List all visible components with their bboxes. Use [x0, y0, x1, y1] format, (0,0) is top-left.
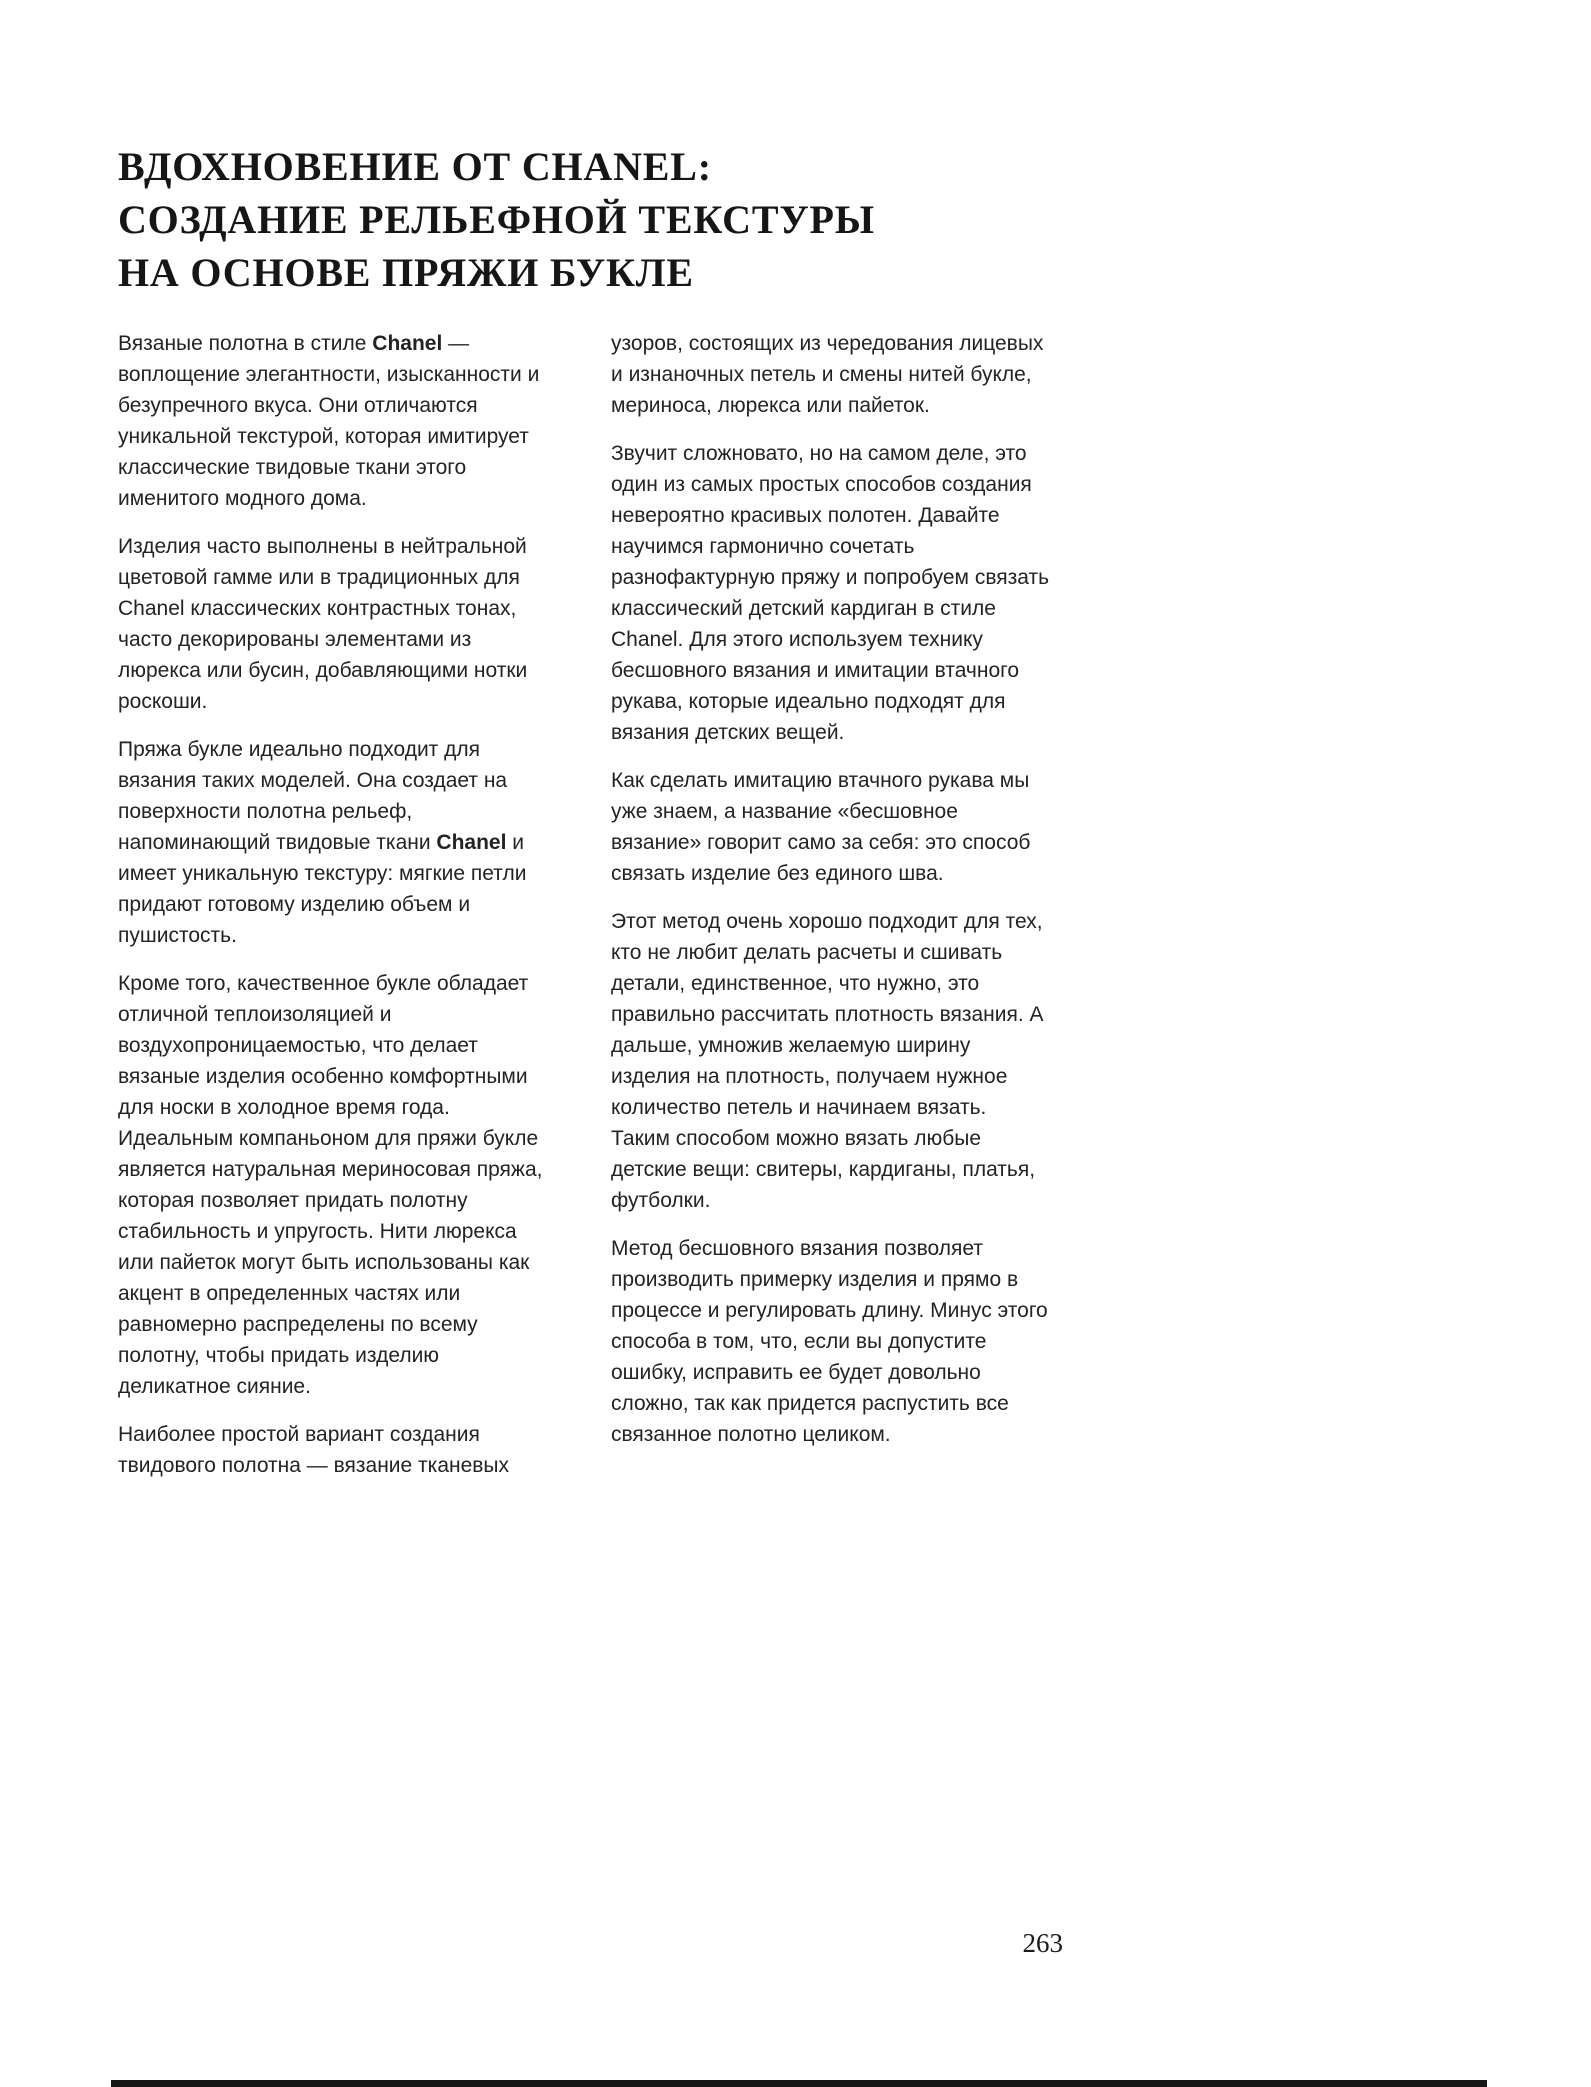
paragraph [118, 1419, 557, 1481]
page-title [118, 140, 875, 299]
text-run: Изделия часто выполнены в нейтральной цветовой гамме или в традиционных для Chanel классических контрастных тонах, часто декорированы элементами из люрекса или бусин, добавляющими нотки роскоши. [118, 535, 528, 713]
paragraph [118, 968, 557, 1402]
text-run: и имеет уникальную текстуру: мягкие петли придают готовому изделию объем и пушистость. [118, 831, 527, 947]
text-run: узоров, состоящих из чередования лицевых и изнаночных петель и смены нитей букле, мериноса, люрекса или пайеток. [611, 332, 1044, 417]
text-run: Пряжа букле идеально подходит для вязания таких моделей. Она создает на поверхности полотна рельеф, напоминающий твидовые ткани [118, 738, 508, 854]
paragraph [611, 1233, 1050, 1450]
column-right [611, 328, 1050, 1498]
text-run: Метод бесшовного вязания позволяет производить примерку изделия и прямо в процессе и регулировать длину. Минус этого способа в том, что, если вы допустите ошибку, исправить ее будет довольно сложно, так как придется распустить все связанное полотно целиком. [611, 1237, 1048, 1446]
paragraph [611, 438, 1050, 748]
paragraph [118, 734, 557, 951]
paragraph [611, 906, 1050, 1216]
text-run: Звучит сложновато, но на самом деле, это один из самых простых способов создания невероятно красивых полотен. Давайте научимся гармонично сочетать разнофактурную пряжу и попробуем связать классический детский кардиган в стиле Chanel. Для этого используем технику бесшовного вязания и имитации втачного рукава, которые идеально подходят для вязания детских вещей. [611, 442, 1050, 744]
page-title-line-3: НА ОСНОВЕ ПРЯЖИ БУКЛЕ [118, 250, 694, 295]
page-title-line-2: СОЗДАНИЕ РЕЛЬЕФНОЙ ТЕКСТУРЫ [118, 197, 875, 242]
text-run: Вязаные полотна в стиле [118, 332, 373, 355]
text-run: Этот метод очень хорошо подходит для тех, кто не любит делать расчеты и сшивать детали, единственное, что нужно, это правильно рассчитать плотность вязания. А дальше, умножив желаемую ширину изделия на плотность, получаем нужное количество петель и начинаем вязать. Таким способом можно вязать любые детские вещи: свитеры, кардиганы, платья, футболки. [611, 910, 1044, 1212]
bold-text-run: Chanel [372, 332, 443, 355]
text-run: Наиболее простой вариант создания твидового полотна — вязание тканевых [118, 1423, 510, 1477]
column-left [118, 328, 557, 1498]
next-page-edge-bar [111, 2080, 1487, 2087]
text-run: Как сделать имитацию втачного рукава мы уже знаем, а название «бесшовное вязание» говорит само за себя: это способ связать изделие без единого шва. [611, 769, 1031, 885]
paragraph [118, 328, 557, 514]
page-number-area [118, 1928, 1063, 1959]
paragraph [118, 531, 557, 717]
page-title-line-1: ВДОХНОВЕНИЕ ОТ CHANEL: [118, 144, 712, 189]
text-run: Кроме того, качественное букле обладает отличной теплоизоляцией и воздухопроницаемостью, что делает вязаные изделия особенно комфортными для носки в холодное время года. Идеальным компаньоном для пряжи букле является натуральная мериносовая пряжа, которая позволяет придать полотну стабильность и упругость. Нити люрекса или пайеток могут быть использованы как акцент в определенных частях или равномерно распределены по всему полотну, чтобы придать изделию деликатное сияние. [118, 972, 543, 1398]
body-text [118, 328, 1050, 1498]
text-run: — воплощение элегантности, изысканности и безупречного вкуса. Они отличаются уникальной текстурой, которая имитирует классические твидовые ткани этого именитого модного дома. [118, 332, 540, 510]
paragraph [611, 765, 1050, 889]
paragraph [611, 328, 1050, 421]
page-number: 263 [1022, 1928, 1063, 1958]
bold-text-run: Chanel [436, 831, 507, 854]
